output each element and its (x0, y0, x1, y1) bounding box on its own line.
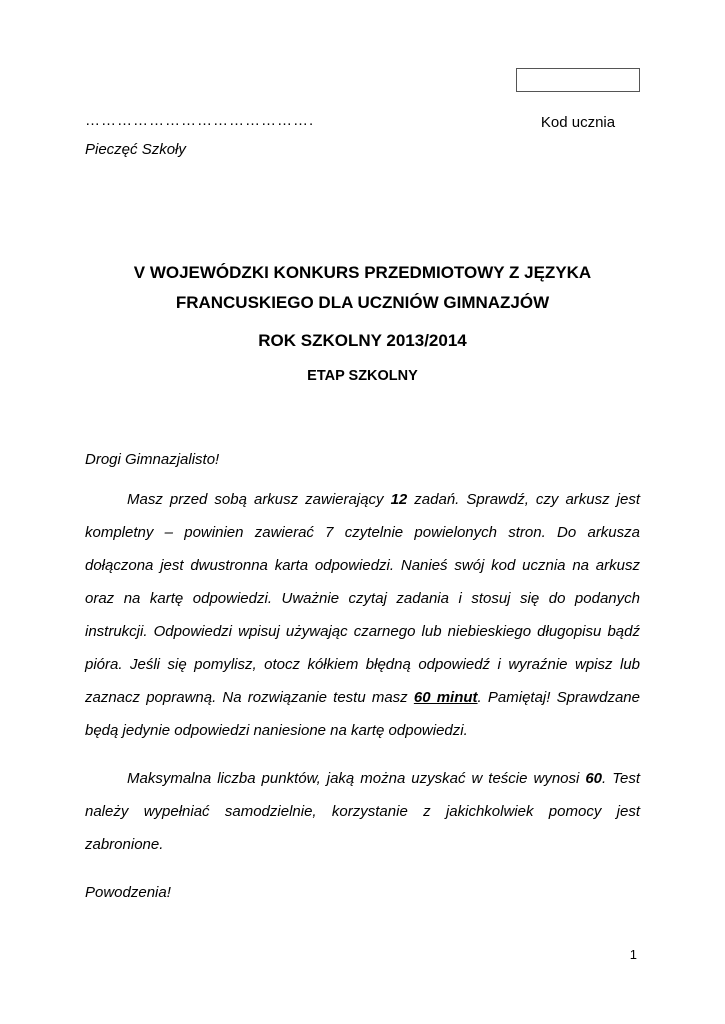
header (85, 0, 640, 158)
page-number: 1 (629, 947, 637, 962)
school-stamp-label: Pieczęć Szkoły (85, 141, 186, 158)
student-code-label: Kod ucznia (540, 114, 616, 131)
tasks-count: 12 (390, 491, 408, 508)
student-code-box (516, 68, 640, 92)
school-year-title: ROK SZKOLNY 2013/2014 (258, 331, 467, 350)
stage-title: ETAP SZKOLNY (307, 368, 418, 384)
student-code-area (516, 68, 640, 131)
paragraph-segment: zadań. Sprawdź, czy arkusz jest kompletny – powinien zawierać 7 czytelnie powielonych stron. Do arkusza dołączona jest dwustronna karta odpowiedzi. Nanieś swój kod ucznia na arkusz oraz na kartę odpowiedzi. Uważnie czytaj zadania i stosuj się do podanych instrukcji. Odpowiedzi wpisuj używając czarnego lub niebieskiego długopisu bądź pióra. Jeśli się pomylisz, otocz kółkiem błędną odpowiedź i wyraźnie wpisz lub zaznacz poprawną. Na rozwiązanie testu masz (85, 491, 640, 706)
title-block (85, 258, 640, 384)
school-stamp-area (85, 112, 314, 158)
instructions-paragraph-1 (85, 483, 640, 747)
paragraph-segment: . Test należy wypełniać samodzielnie, korzystanie z jakichkolwiek pomocy jest zabronione. (85, 770, 640, 853)
time-limit: 60 minut (413, 689, 478, 706)
paragraph-segment: Masz przed sobą arkusz zawierający (127, 491, 391, 508)
stamp-dotted-line: ……………………………………. (85, 112, 315, 129)
closing: Powodzenia! (85, 884, 171, 901)
contest-title: V WOJEWÓDZKI KONKURS PRZEDMIOTOWY Z JĘZYKA FRANCUSKIEGO DLA UCZNIÓW GIMNAZJÓW (133, 263, 592, 312)
greeting: Drogi Gimnazjalisto! (85, 451, 220, 468)
max-points: 60 (585, 770, 603, 787)
instructions-paragraph-2 (85, 762, 640, 861)
page-content (85, 0, 640, 901)
paragraph-segment: Maksymalna liczba punktów, jaką można uzyskać w teście wynosi (127, 770, 586, 787)
paragraph-segment: . Pamiętaj! Sprawdzane będą jedynie odpowiedzi naniesione na kartę odpowiedzi. (85, 689, 640, 739)
